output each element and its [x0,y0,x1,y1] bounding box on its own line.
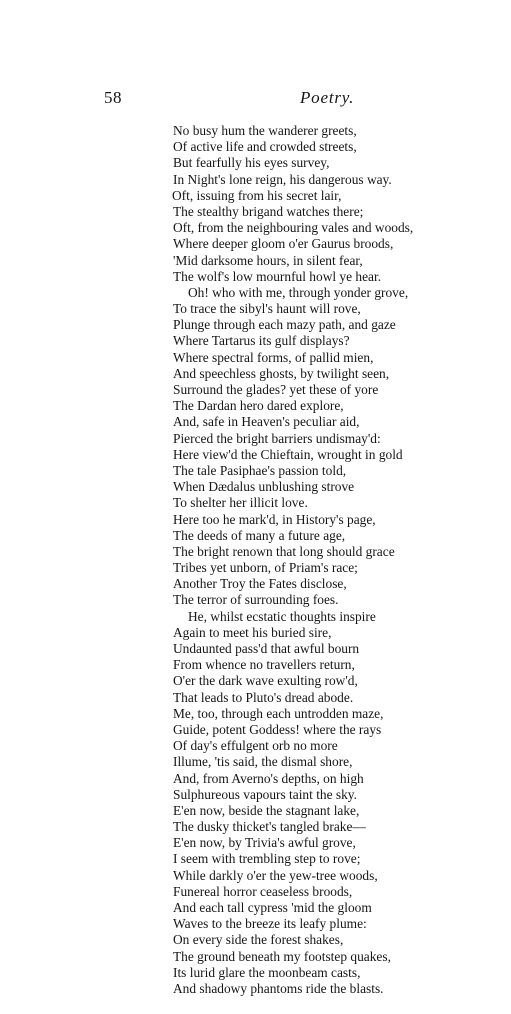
poem-line: The Dardan hero dared explore, [173,398,344,414]
poem-line: He, whilst ecstatic thoughts inspire [188,608,376,624]
poem-line: Where spectral forms, of pallid mien, [173,349,374,365]
poem-line: Waves to the breeze its leafy plume: [173,916,367,932]
poem-line: The wolf's low mournful howl ye hear. [173,268,382,284]
poem-line: Oh! who with me, through yonder grove, [188,284,409,300]
poem-line: Illume, 'tis said, the dismal shore, [173,754,353,770]
poem-line: Oft, from the neighbouring vales and woods, [173,220,414,236]
poem-line: The dusky thicket's tangled brake— [173,819,366,835]
poem-line: Plunge through each mazy path, and gaze [173,317,396,333]
poem-line: In Night's lone reign, his dangerous way. [173,171,392,187]
poem-line: 'Mid darksome hours, in silent fear, [173,252,363,268]
poem-body [173,123,473,997]
poem-line: And each tall cypress 'mid the gloom [173,900,372,915]
poem-line: Its lurid glare the moonbeam casts, [173,964,361,980]
poem-line: Another Troy the Fates disclose, [173,576,347,592]
poem-line: And speechless ghosts, by twilight seen, [173,365,390,381]
poem-line: When Dædalus unblushing strove [173,479,355,495]
poem-line: From whence no travellers return, [173,657,355,673]
poem-line: Me, too, through each untrodden maze, [173,705,384,721]
poem-line: Guide, potent Goddess! where the rays [173,721,382,737]
poem-line: E'en now, by Trivia's awful grove, [173,835,356,851]
poem-line: Pierced the bright barriers undismay'd: [173,430,381,446]
running-title: Poetry. [300,88,355,107]
poem-line: E'en now, beside the stagnant lake, [173,802,360,818]
poem-line: Tribes yet unborn, of Priam's race; [173,560,358,576]
poem-line: Of day's effulgent orb no more [173,738,338,754]
poem-line: To trace the sibyl's haunt will rove, [173,301,361,317]
poem-line: The tale Pasiphae's passion told, [173,462,347,478]
poem-line: And, from Averno's depths, on high [173,770,364,786]
poem-line: The deeds of many a future age, [173,527,346,543]
poem-line: No busy hum the wanderer greets, [173,123,357,138]
poem-line: That leads to Pluto's dread abode. [173,689,354,705]
poem-line: Surround the glades? yet these of yore [173,382,379,397]
poem-line: The ground beneath my footstep quakes, [173,948,391,964]
poem-line: O'er the dark wave exulting row'd, [173,673,358,689]
poem-line: Of active life and crowded streets, [173,139,357,155]
poem-line: Undaunted pass'd that awful bourn [173,641,360,656]
poem-line: And, safe in Heaven's peculiar aid, [173,414,360,430]
poem-line: And shadowy phantoms ride the blasts. [173,980,384,996]
poem-line: Here view'd the Chieftain, wrought in gold [173,446,403,462]
poem-line: Where Tartarus its gulf displays? [173,333,350,349]
poem-line: But fearfully his eyes survey, [173,155,330,171]
poem-line: To shelter her illicit love. [173,495,308,511]
poem-line: Here too he mark'd, in History's page, [173,511,376,527]
poem-line: On every side the forest shakes, [173,932,344,948]
poem-line: Sulphureous vapours taint the sky. [173,786,357,802]
poem-line: The stealthy brigand watches there; [173,203,364,219]
poem-line: The bright renown that long should grace [173,543,395,559]
poem-line: Oft, issuing from his secret lair, [172,187,342,203]
poem-line: While darkly o'er the yew-tree woods, [173,867,378,883]
poem-line: Again to meet his buried sire, [173,624,332,640]
poem-line: The terror of surrounding foes. [173,592,339,608]
page-number: 58 [104,88,122,107]
poem-line: Funereal horror ceaseless broods, [173,883,353,899]
poem-line: Where deeper gloom o'er Gaurus broods, [173,236,394,252]
poem-line: I seem with trembling step to rove; [173,851,361,867]
